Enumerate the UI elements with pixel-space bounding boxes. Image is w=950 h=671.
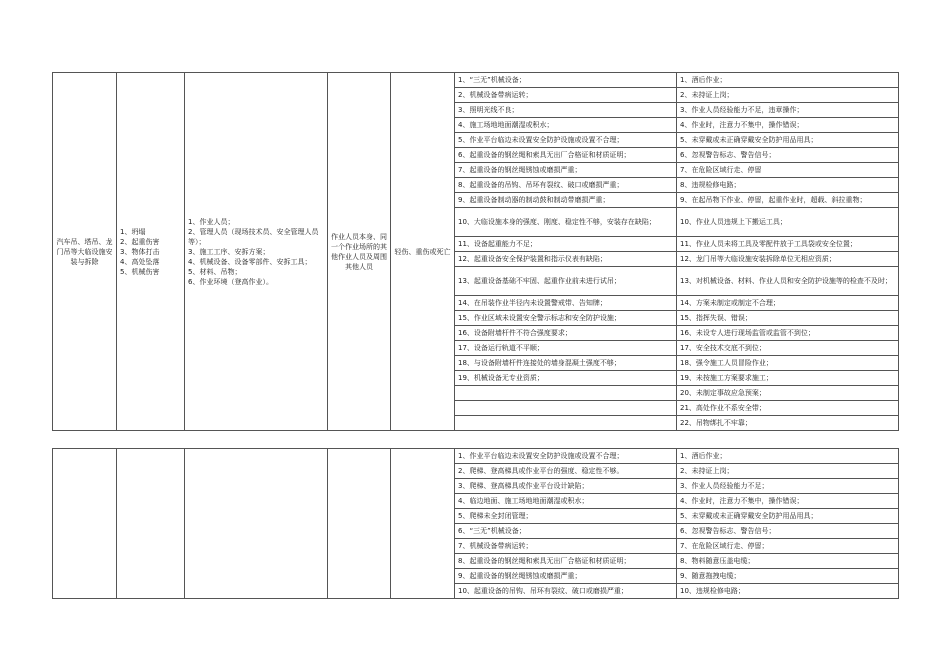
- table-row: [53, 73, 899, 88]
- object-hazard-cell: 5、爬梯未全封闭管理；: [455, 509, 677, 524]
- object-hazard-cell: 2、爬梯、登高梯具或作业平台的强度、稳定性不够。: [455, 464, 677, 479]
- object-hazard-cell: 1、“三无”机械设备；: [455, 73, 677, 88]
- behavior-hazard-cell: 6、忽视警告标志、警告信号；: [677, 524, 899, 539]
- behavior-hazard-cell: 2、未持证上岗；: [677, 88, 899, 103]
- hazard-table-page: [52, 72, 898, 599]
- behavior-hazard-cell: 7、在危险区域行走、停留；: [677, 539, 899, 554]
- object-hazard-cell: 1、作业平台临边未设置安全防护设施或设置不合理；: [455, 449, 677, 464]
- behavior-hazard-cell: 17、安全技术交底不到位；: [677, 341, 899, 356]
- object-hazard-cell: 13、起重设备基础不牢固、起重作业前未进行试吊；: [455, 267, 677, 296]
- behavior-hazard-cell: 15、指挥失误、错误；: [677, 311, 899, 326]
- object-hazard-cell: 10、起重设备的吊钩、吊环有裂纹、破口或磨损严重；: [455, 584, 677, 599]
- object-hazard-cell: 12、起重设备安全保护装置和指示仪表有缺陷；: [455, 252, 677, 267]
- object-hazard-cell: 9、起重设备的钢丝绳锈蚀或磨损严重；: [455, 569, 677, 584]
- object-hazard-cell: 8、起重设备的吊钩、吊环有裂纹、破口或磨损严重；: [455, 178, 677, 193]
- behavior-hazard-cell: 8、物料随意压盖电缆；: [677, 554, 899, 569]
- object-hazard-cell: 3、爬梯、登高梯具或作业平台设计缺陷；: [455, 479, 677, 494]
- risk-sources-cell: 1、作业人员； 2、管理人员（现场技术员、安全管理人员等）； 3、施工工序、安拆方案； 4、机械设备、设备零部件、安拆工具； 5、材料、吊物； 6、作业环境（登高作业）。: [185, 73, 328, 431]
- behavior-hazard-cell: 21、高处作业不系安全带；: [677, 401, 899, 416]
- object-hazard-cell: 10、大临设施本身的强度、刚度、稳定性不够，安装存在缺陷；: [455, 208, 677, 237]
- behavior-hazard-cell: 1、酒后作业；: [677, 73, 899, 88]
- behavior-hazard-cell: 16、未设专人进行现场监管或监管不到位；: [677, 326, 899, 341]
- object-hazard-cell: 4、施工场地地面潮湿或积水；: [455, 118, 677, 133]
- section-1-body: [53, 73, 899, 431]
- behavior-hazard-cell: 9、在起吊物下作业、停留，起重作业时，超载、斜拉重物；: [677, 193, 899, 208]
- section-gap: [53, 431, 899, 449]
- empty-cell: [53, 449, 117, 599]
- behavior-hazard-cell: 12、龙门吊等大临设施安装拆除单位无相应资质；: [677, 252, 899, 267]
- affected-persons-cell: 作业人员本身、同一个作业场所的其他作业人员及周围其他人员: [328, 73, 391, 431]
- behavior-hazard-cell: 10、违规检修电路；: [677, 584, 899, 599]
- object-hazard-cell: 15、作业区域未设置安全警示标志和安全防护设施；: [455, 311, 677, 326]
- empty-cell: [185, 449, 328, 599]
- object-hazard-cell: [455, 386, 677, 401]
- object-hazard-cell: 6、起重设备的钢丝绳和索具无出厂合格证和材质证明；: [455, 148, 677, 163]
- object-hazard-cell: 6、“三无”机械设备；: [455, 524, 677, 539]
- activity-cell: 汽车吊、塔吊、龙门吊等大临设施安装与拆除: [53, 73, 117, 431]
- object-hazard-cell: 4、临边地面、施工场地地面潮湿或积水；: [455, 494, 677, 509]
- behavior-hazard-cell: 4、作业时，注意力不集中，操作错误；: [677, 118, 899, 133]
- object-hazard-cell: 11、设备起重能力不足；: [455, 237, 677, 252]
- consequence-cell: 轻伤、重伤或死亡: [391, 73, 455, 431]
- empty-cell: [117, 449, 185, 599]
- empty-cell: [328, 449, 391, 599]
- behavior-hazard-cell: 22、吊物绑扎不牢靠；: [677, 416, 899, 431]
- behavior-hazard-cell: 20、未制定事故应急预案；: [677, 386, 899, 401]
- object-hazard-cell: 2、机械设备带病运转；: [455, 88, 677, 103]
- hazard-identification-table: [52, 72, 899, 599]
- object-hazard-cell: 7、机械设备带病运转；: [455, 539, 677, 554]
- behavior-hazard-cell: 14、方案未制定或制定不合理；: [677, 296, 899, 311]
- object-hazard-cell: 9、起重设备制动器的制动鼓和制动带磨损严重；: [455, 193, 677, 208]
- object-hazard-cell: 3、照明光线不良；: [455, 103, 677, 118]
- object-hazard-cell: [455, 401, 677, 416]
- behavior-hazard-cell: 5、未穿戴或未正确穿戴安全防护用品用具；: [677, 509, 899, 524]
- object-hazard-cell: 5、作业平台临边未设置安全防护设施或设置不合理；: [455, 133, 677, 148]
- behavior-hazard-cell: 10、作业人员违规上下搬运工具；: [677, 208, 899, 237]
- accident-types-cell: 1、坍塌 2、起重伤害 3、物体打击 4、高处坠落 5、机械伤害: [117, 73, 185, 431]
- behavior-hazard-cell: 19、未按施工方案要求施工；: [677, 371, 899, 386]
- behavior-hazard-cell: 5、未穿戴或未正确穿戴安全防护用品用具；: [677, 133, 899, 148]
- behavior-hazard-cell: 9、随意拖拽电缆；: [677, 569, 899, 584]
- object-hazard-cell: 17、设备运行轨道不平顺；: [455, 341, 677, 356]
- object-hazard-cell: 19、机械设备无专业资质；: [455, 371, 677, 386]
- behavior-hazard-cell: 3、作业人员经验能力不足；: [677, 479, 899, 494]
- behavior-hazard-cell: 11、作业人员未将工具及零配件放于工具袋或安全位置；: [677, 237, 899, 252]
- table-row: [53, 449, 899, 464]
- behavior-hazard-cell: 4、作业时，注意力不集中，操作错误；: [677, 494, 899, 509]
- section-2-body: [53, 449, 899, 599]
- object-hazard-cell: 16、设备附墙杆件不符合强度要求；: [455, 326, 677, 341]
- behavior-hazard-cell: 6、忽视警告标志、警告信号；: [677, 148, 899, 163]
- empty-cell: [391, 449, 455, 599]
- behavior-hazard-cell: 3、作业人员经验能力不足，违章操作；: [677, 103, 899, 118]
- object-hazard-cell: 18、与设备附墙杆件连接处的墙身混凝土强度不够；: [455, 356, 677, 371]
- behavior-hazard-cell: 13、对机械设备、材料、作业人员和安全防护设施等的检查不及时；: [677, 267, 899, 296]
- object-hazard-cell: 14、在吊装作业半径内未设置警戒带、告知牌；: [455, 296, 677, 311]
- behavior-hazard-cell: 7、在危险区域行走、停留: [677, 163, 899, 178]
- object-hazard-cell: 8、起重设备的钢丝绳和索具无出厂合格证和材质证明；: [455, 554, 677, 569]
- object-hazard-cell: 7、起重设备的钢丝绳锈蚀或磨损严重；: [455, 163, 677, 178]
- object-hazard-cell: [455, 416, 677, 431]
- behavior-hazard-cell: 2、未持证上岗；: [677, 464, 899, 479]
- behavior-hazard-cell: 1、酒后作业；: [677, 449, 899, 464]
- behavior-hazard-cell: 18、强令施工人员冒险作业；: [677, 356, 899, 371]
- behavior-hazard-cell: 8、违规检修电路；: [677, 178, 899, 193]
